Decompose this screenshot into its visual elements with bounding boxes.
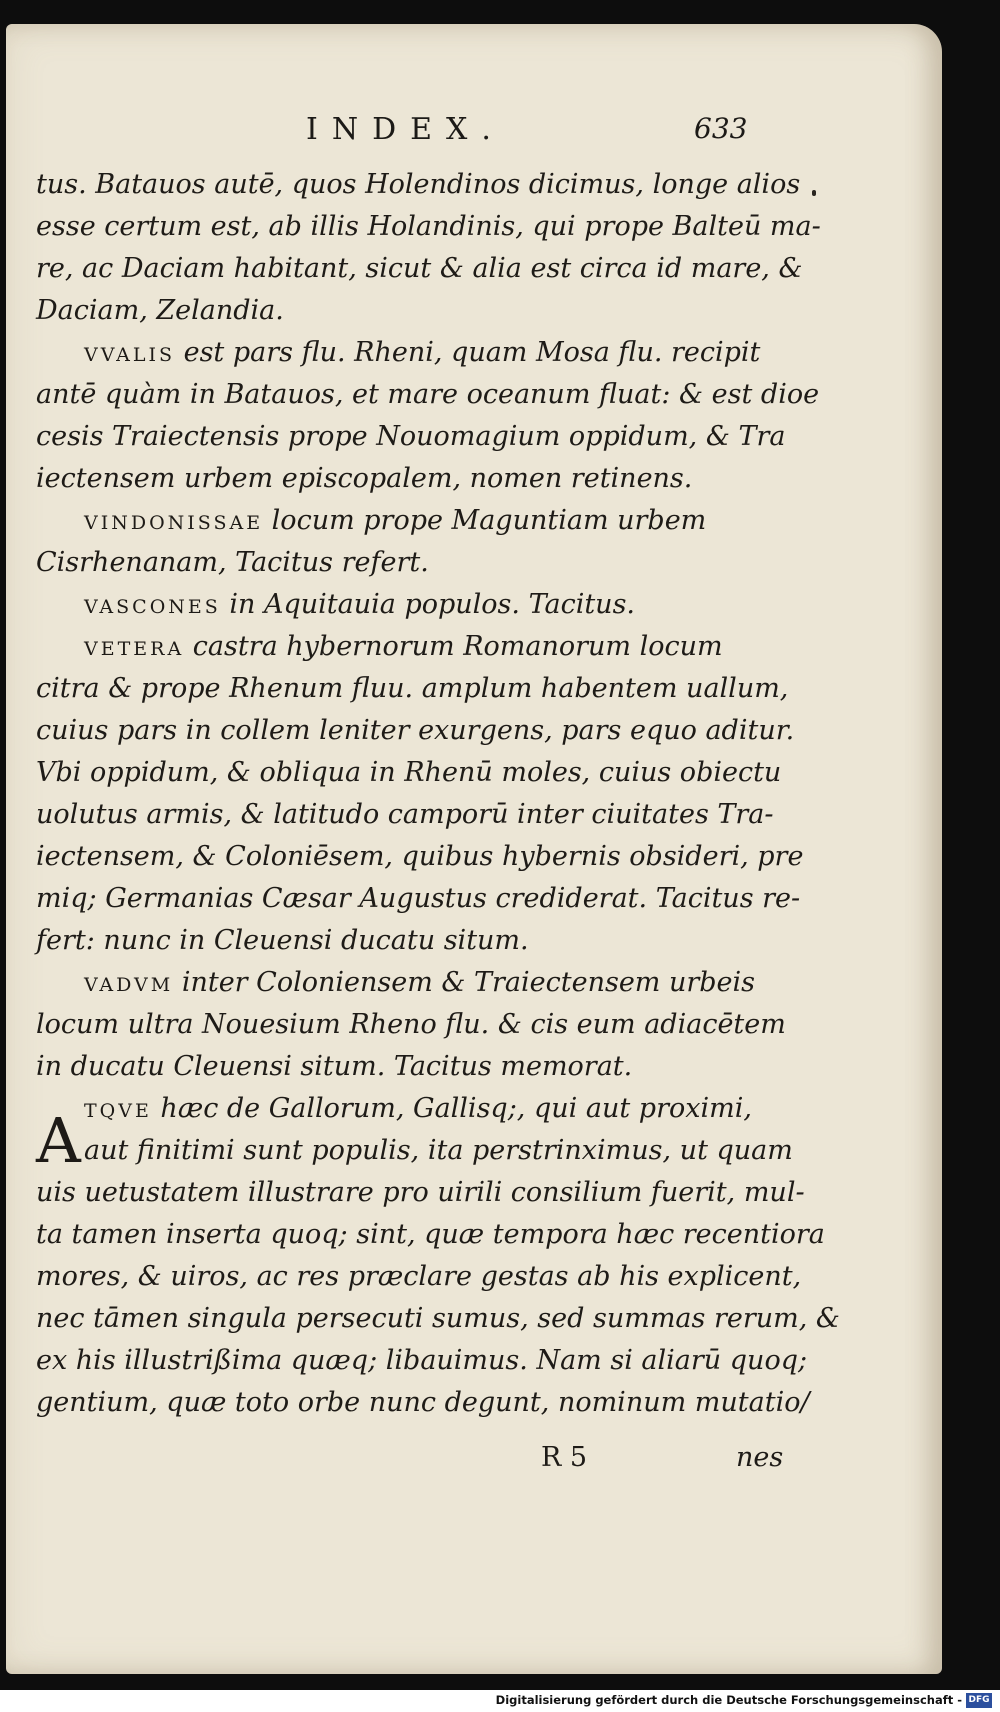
- text-line: [36, 416, 786, 458]
- entry-headword: VINDONISSAE: [84, 512, 264, 534]
- text-line: [36, 1382, 810, 1424]
- drop-cap: A: [36, 1104, 81, 1177]
- line-text: aut finitimi sunt populis, ita perstrinximus, ut quam: [84, 1135, 793, 1166]
- line-text: cesis Traiectensis prope Nouomagium oppidum, & Tra: [36, 421, 786, 452]
- text-line: [36, 1046, 766, 1088]
- line-text: iectensem urbem episcopalem, nomen retinens.: [36, 463, 693, 494]
- text-line: [36, 878, 801, 920]
- book-page: [6, 24, 942, 1674]
- text-line: [36, 1130, 793, 1172]
- line-text: locum ultra Nouesium Rheno flu. & cis eum adiacētem: [36, 1009, 786, 1040]
- line-text: antē quàm in Batauos, et mare oceanum fluat: & est dioe: [36, 379, 820, 410]
- funding-credit: Digitalisierung gefördert durch die Deutsche Forschungsgemeinschaft -: [495, 1693, 962, 1707]
- text-line: [36, 920, 766, 962]
- line-text: citra & prope Rhenum fluu. amplum habentem uallum,: [36, 673, 789, 704]
- text-line: [36, 626, 766, 668]
- line-text: miq; Germanias Cæsar Augustus crediderat. Tacitus re-: [36, 883, 801, 914]
- catchword: nes: [736, 1442, 784, 1473]
- line-text: in Aquitauia populos. Tacitus.: [220, 589, 636, 620]
- text-line: [36, 962, 766, 1004]
- line-text: in ducatu Cleuensi situm. Tacitus memorat.: [36, 1051, 633, 1082]
- text-line: [36, 290, 766, 332]
- text-line: [36, 1088, 766, 1130]
- line-text: ta tamen inserta quoq; sint, quæ tempora hæc recentiora: [36, 1219, 825, 1250]
- text-line: [36, 332, 766, 374]
- line-text: gentium, quæ toto orbe nunc degunt, nominum mutatio/: [36, 1387, 810, 1418]
- catch-line: [36, 1442, 784, 1484]
- text-line: [36, 542, 766, 584]
- line-text: hæc de Gallorum, Gallisq;, qui aut proximi,: [151, 1093, 752, 1124]
- text-line: [36, 668, 789, 710]
- footer-bar: [0, 1690, 1000, 1712]
- text-line: [36, 374, 820, 416]
- line-text: Daciam, Zelandia.: [36, 295, 284, 326]
- text-line: [36, 458, 766, 500]
- text-line: [36, 794, 774, 836]
- line-text: uis uetustatem illustrare pro uirili consilium fuerit, mul-: [36, 1177, 805, 1208]
- text-line: [36, 206, 821, 248]
- line-text: locum prope Maguntiam urbem: [263, 505, 707, 536]
- entry-headword: TQVE: [84, 1100, 152, 1122]
- line-text: mores, & uiros, ac res præclare gestas ab his explicent,: [36, 1261, 802, 1292]
- line-text: nec tāmen singula persecuti sumus, sed summas rerum, &: [36, 1303, 840, 1334]
- text-line: [36, 248, 803, 290]
- entry-headword: VVALIS: [84, 344, 176, 366]
- entry-headword: VASCONES: [84, 596, 221, 618]
- signature-mark: R 5: [541, 1442, 588, 1473]
- entry-headword: VADVM: [84, 974, 174, 996]
- line-text: castra hybernorum Romanorum locum: [184, 631, 723, 662]
- text-line: [36, 584, 766, 626]
- line-text: fert: nunc in Cleuensi ducatu situm.: [36, 925, 529, 956]
- line-text: uolutus armis, & latitudo camporū inter ciuitates Tra-: [36, 799, 774, 830]
- line-text: iectensem, & Coloniēsem, quibus hybernis obsideri, pre: [36, 841, 804, 872]
- page-number: 633: [694, 112, 748, 145]
- line-text: ex his illustrißima quæq; libauimus. Nam si aliarū quoq;: [36, 1345, 808, 1376]
- ink-spot: [812, 190, 816, 196]
- text-line: [36, 836, 804, 878]
- text-line: [36, 164, 801, 206]
- entry-headword: VETERA: [84, 638, 185, 660]
- text-line: [36, 1340, 808, 1382]
- line-text: esse certum est, ab illis Holandinis, qui prope Balteū ma-: [36, 211, 821, 242]
- line-text: Vbi oppidum, & obliqua in Rhenū moles, cuius obiectu: [36, 757, 782, 788]
- text-line: [36, 1214, 825, 1256]
- line-text: re, ac Daciam habitant, sicut & alia est circa id mare, &: [36, 253, 803, 284]
- text-line: [36, 710, 795, 752]
- text-block: [36, 164, 840, 1424]
- line-text: inter Coloniensem & Traiectensem urbeis: [173, 967, 756, 998]
- line-text: est pars flu. Rheni, quam Mosa flu. recipit: [175, 337, 761, 368]
- text-line: [36, 500, 766, 542]
- line-text: Cisrhenanam, Tacitus refert.: [36, 547, 429, 578]
- dfg-logo: DFG: [966, 1693, 992, 1708]
- text-line: [36, 1256, 802, 1298]
- line-text: tus. Batauos autē, quos Holendinos dicimus, longe alios: [36, 169, 801, 200]
- text-line: [36, 1298, 840, 1340]
- text-line: [36, 1004, 786, 1046]
- text-line: [36, 752, 782, 794]
- line-text: cuius pars in collem leniter exurgens, pars equo aditur.: [36, 715, 795, 746]
- running-head: INDEX.: [306, 112, 505, 147]
- text-line: [36, 1172, 805, 1214]
